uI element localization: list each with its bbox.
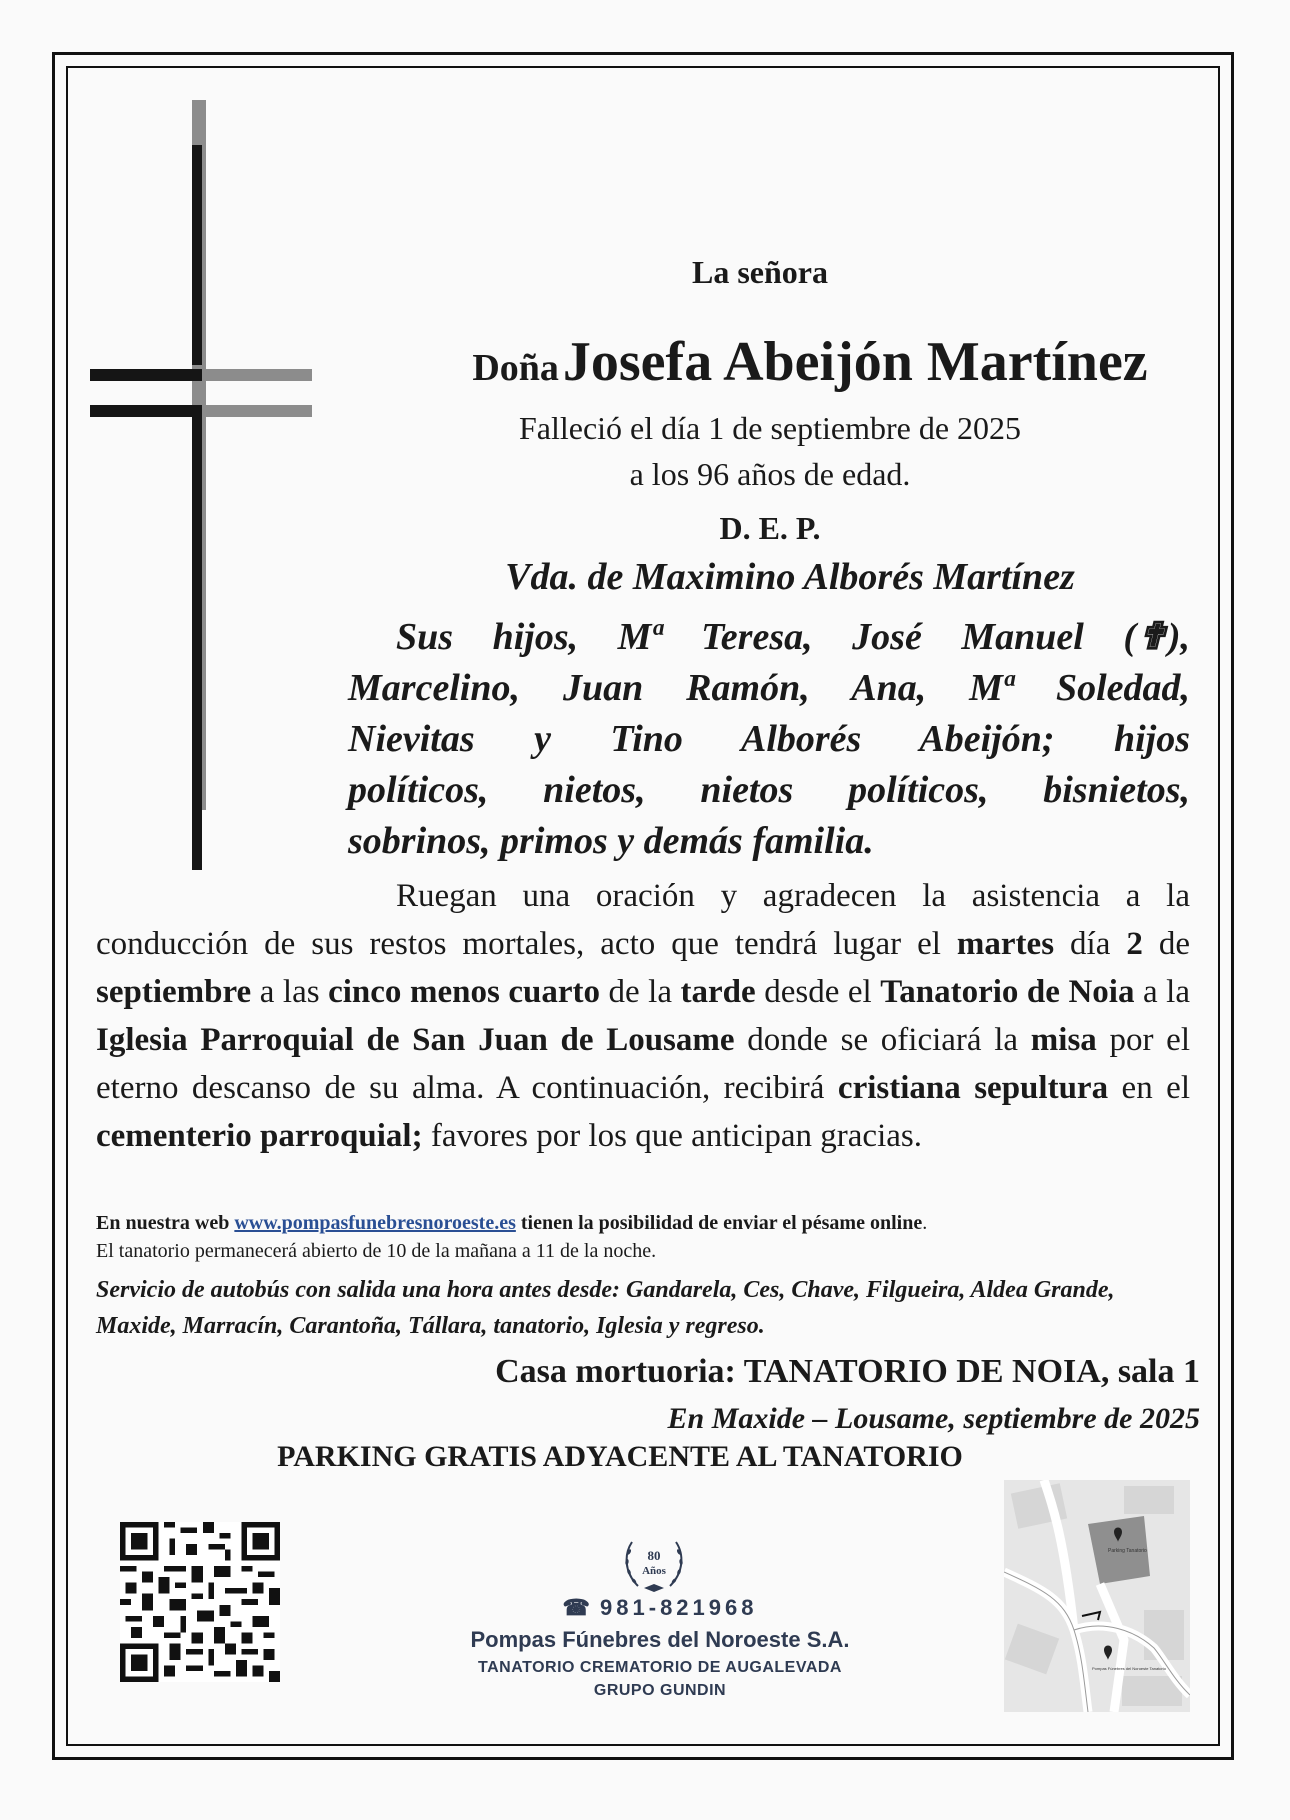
body-bold: martes [956,926,1055,962]
cross-black-part [90,100,330,880]
funeral-details-paragraph [96,872,1190,1160]
website-link[interactable]: www.pompasfunebresnoroeste.es [234,1212,516,1234]
widow-line: Vda. de Maximino Alborés Martínez [505,556,1075,598]
body-bold: tarde [680,974,756,1010]
body-bold: cinco menos cuarto [328,974,600,1010]
web-note [96,1212,1216,1235]
casa-mortuoria: Casa mortuoria: TANATORIO DE NOIA, sala 1 [495,1353,1200,1390]
badge-number: 80 [647,1548,661,1563]
location-map[interactable] [1004,1480,1190,1712]
map-label: Pompas Fúnebres del Noroeste Tanatorio [1092,1666,1166,1671]
family-line: sobrinos, primos y demás familia. [348,820,874,862]
web-note-suffix: tienen la posibilidad de enviar el pésame online [515,1212,923,1234]
map-label: Parking Tanatorio [1108,1548,1147,1554]
age-line: a los 96 años de edad. [629,456,911,492]
body-bold: Iglesia Parroquial de San Juan de Lousame [96,1022,735,1058]
name-prefix: Doña [472,347,559,389]
body-text: de [1142,926,1190,962]
company-name: Pompas Fúnebres del Noroeste S.A. [470,1627,850,1652]
tanatorio-hours: El tanatorio permanecerá abierto de 10 de la mañana a 11 de la noche. [96,1240,657,1262]
badge-word: Años [642,1565,666,1577]
web-note-prefix: En nuestra web [96,1212,235,1234]
body-text: en el [1108,1070,1190,1106]
anniversary-badge-icon [618,1532,690,1596]
family-line: políticos, nietos, nietos políticos, bisnietos, [348,769,1190,811]
body-bold: cristiana sepultura [837,1070,1109,1106]
body-text: favores por los que anticipan gracias. [422,1118,922,1154]
body-bold: 2 [1126,926,1143,962]
dep-line: D. E. P. [719,510,821,546]
body-text: desde el [755,974,881,1010]
web-note-end: . [922,1212,928,1234]
family-line: Sus hijos, Mª Teresa, José Manuel (✟), [396,616,1190,658]
parking-note: PARKING GRATIS ADYACENTE AL TANATORIO [277,1440,963,1473]
body-text: donde se oficiará la [734,1022,1031,1058]
place-date: En Maxide – Lousame, septiembre de 2025 [667,1402,1200,1435]
body-text: a la [1134,974,1191,1010]
title-label: La señora [692,254,828,290]
company-subtitle: TANATORIO CREMATORIO DE AUGALEVADA [478,1659,842,1676]
body-text: día [1054,926,1127,962]
phone-number[interactable]: 981-821968 [600,1595,758,1620]
death-date: Falleció el día 1 de septiembre de 2025 [518,410,1022,446]
deceased-name [360,330,1260,394]
body-text: de la [599,974,681,1010]
phone-line[interactable] [470,1595,850,1621]
body-text: a las [251,974,329,1010]
body-bold: septiembre [96,974,252,1010]
body-bold: cementerio parroquial; [96,1118,423,1154]
qr-code-icon[interactable] [120,1522,280,1682]
company-group: GRUPO GUNDIN [593,1682,727,1699]
family-line: Marcelino, Juan Ramón, Ana, Mª Soledad, [348,667,1190,709]
telephone-icon: ☎ [562,1595,590,1620]
family-paragraph [348,612,1190,867]
body-text: por el eterno descanso de su alma. A continuación, recibirá [96,1022,1190,1106]
body-bold: misa [1030,1022,1097,1058]
body-text: Ruegan una oración y agradecen la asistencia a la conducción de sus restos mortales, acto que tendrá lugar el [96,878,1190,962]
body-bold: Tanatorio de Noia [880,974,1135,1010]
bus-service-note: Servicio de autobús con salida una hora antes desde: Gandarela, Ces, Chave, Filgueira, Aldea Grande, Maxide, Marracín, Carantoña, Tállara, tanatorio, Iglesia y regreso. [96,1277,1115,1339]
name-main: Josefa Abeijón Martínez [562,331,1148,393]
family-line: Nievitas y Tino Alborés Abeijón; hijos [348,718,1190,760]
